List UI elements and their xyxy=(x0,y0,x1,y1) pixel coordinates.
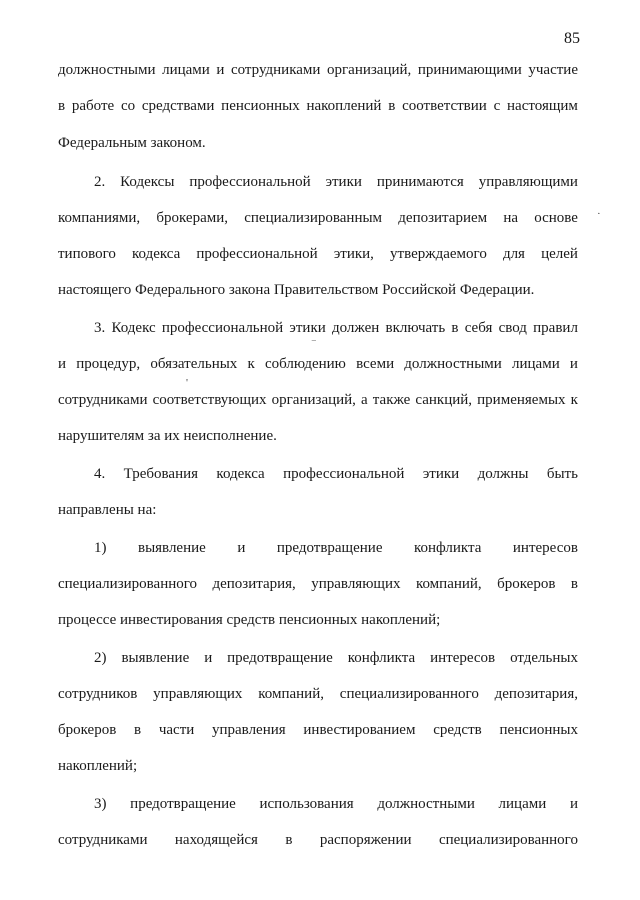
text-line: нарушителям за их неисполнение. xyxy=(58,428,277,444)
text-line: сотрудниками соответствующих организаций, а также санкций, применяемых к xyxy=(58,392,578,408)
text-line: компаниями, брокерами, специализированным депозитарием на основе xyxy=(58,210,578,226)
text-line: 2. Кодексы профессиональной этики принимаются управляющими xyxy=(94,174,578,190)
text-line: 4. Требования кодекса профессиональной этики должны быть xyxy=(94,466,578,482)
text-line: 1) выявление и предотвращение конфликта интересов xyxy=(94,540,578,556)
page-number: 85 xyxy=(564,30,580,47)
text-line: и процедур, обязательных к соблюдению всеми должностными лицами и xyxy=(58,356,578,372)
text-line: типового кодекса профессиональной этики, утверждаемого для целей xyxy=(58,246,578,262)
text-line: в работе со средствами пенсионных накоплений в соответствии с настоящим xyxy=(58,98,578,114)
text-line: сотрудниками находящейся в распоряжении специализированного xyxy=(58,832,578,848)
text-line: сотрудников управляющих компаний, специализированного депозитария, xyxy=(58,686,578,702)
text-line: направлены на: xyxy=(58,502,157,518)
scan-mark: · xyxy=(597,208,601,220)
text-line: должностными лицами и сотрудниками организаций, принимающими участие xyxy=(58,62,578,78)
text-line: процессе инвестирования средств пенсионных накоплений; xyxy=(58,612,441,628)
text-line: 3. Кодекс профессиональной этики должен включать в себя свод правил xyxy=(94,320,578,336)
text-line: 3) предотвращение использования должностными лицами и xyxy=(94,796,578,812)
text-line: 2) выявление и предотвращение конфликта интересов отдельных xyxy=(94,650,578,666)
text-line: Федеральным законом. xyxy=(58,135,206,151)
text-line: накоплений; xyxy=(58,758,138,774)
scan-mark: ‾ xyxy=(312,340,316,352)
text-line: специализированного депозитария, управляющих компаний, брокеров в xyxy=(58,576,578,592)
text-line: брокеров в части управления инвестированием средств пенсионных xyxy=(58,722,578,738)
scan-mark: ' xyxy=(186,377,188,389)
text-line: настоящего Федерального закона Правительством Российской Федерации. xyxy=(58,282,535,298)
